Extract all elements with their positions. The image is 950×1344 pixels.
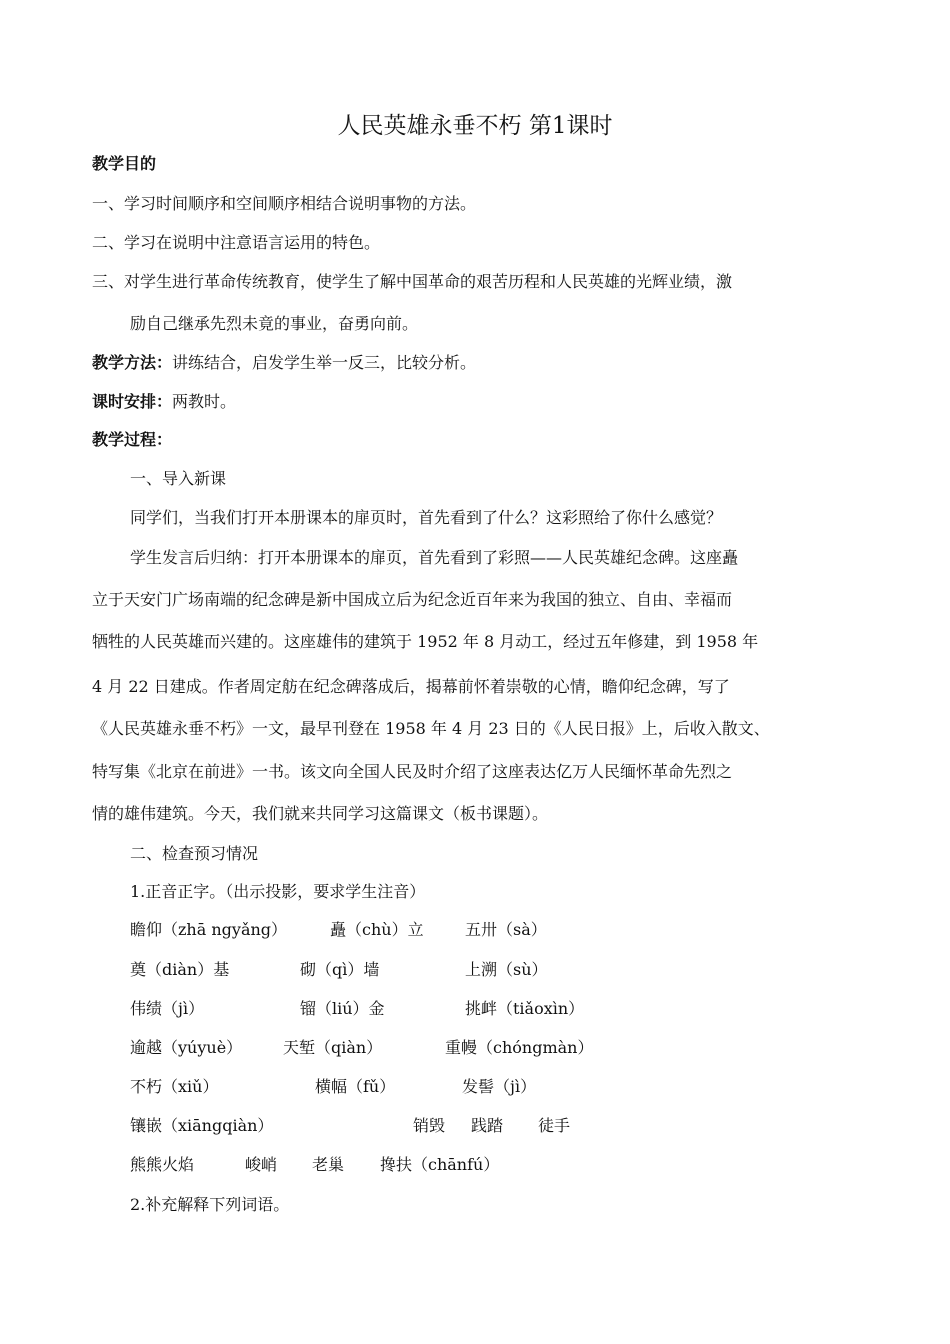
pinyin-word: 镏（liú）金 xyxy=(300,999,385,1018)
goals-heading: 教学目的 xyxy=(92,154,157,173)
pinyin-word: 峻峭 xyxy=(245,1155,278,1174)
summary-line: 情的雄伟建筑。今天，我们就来共同学习这篇课文（板书课题）。 xyxy=(92,804,549,823)
exercise-item: 2.补充解释下列词语。 xyxy=(130,1195,290,1214)
goal-item: 三、对学生进行革命传统教育，使学生了解中国革命的艰苦历程和人民英雄的光辉业绩，激 xyxy=(92,272,733,291)
schedule-label: 课时安排： xyxy=(92,392,173,411)
pinyin-word: 挑衅（tiǎoxìn） xyxy=(465,999,585,1018)
method-label: 教学方法： xyxy=(92,353,173,372)
pinyin-word: 奠（diàn）基 xyxy=(130,960,230,979)
process-heading: 教学过程： xyxy=(92,430,173,449)
summary-line: 立于天安门广场南端的纪念碑是新中国成立后为纪念近百年来为我国的独立、自由、幸福而 xyxy=(92,590,733,609)
method-line xyxy=(92,351,476,375)
pinyin-word: 熊熊火焰 xyxy=(130,1155,195,1174)
pinyin-word: 重幔（chóngmàn） xyxy=(445,1038,594,1057)
pinyin-word: 销毁 xyxy=(413,1116,446,1135)
section-heading: 一、导入新课 xyxy=(130,469,227,488)
summary-line: 《人民英雄永垂不朽》一文，最早刊登在 1958 年 4 月 23 日的《人民日报》上，后收入散文、 xyxy=(92,719,770,738)
summary-line: 牺牲的人民英雄而兴建的。这座雄伟的建筑于 1952 年 8 月动工，经过五年修建，到 1958 年 xyxy=(92,632,759,651)
pinyin-word: 横幅（fǔ） xyxy=(315,1077,396,1096)
pinyin-word: 矗（chù）立 xyxy=(330,920,424,939)
method-text: 讲练结合，启发学生举一反三，比较分析。 xyxy=(172,353,477,372)
pinyin-word: 镶嵌（xiāngqiàn） xyxy=(130,1116,274,1135)
summary-line: 特写集《北京在前进》一书。该文向全国人民及时介绍了这座表达亿万人民缅怀革命先烈之 xyxy=(92,762,733,781)
exercise-item: 1.正音正字。（出示投影，要求学生注音） xyxy=(130,882,426,901)
schedule-text: 两教时。 xyxy=(172,392,237,411)
pinyin-word: 砌（qì）墙 xyxy=(300,960,380,979)
pinyin-word: 上溯（sù） xyxy=(465,960,548,979)
goal-item: 一、学习时间顺序和空间顺序相结合说明事物的方法。 xyxy=(92,194,477,213)
pinyin-word: 伟绩（jì） xyxy=(130,999,205,1018)
document-title: 人民英雄永垂不朽 第1课时 xyxy=(337,113,613,139)
goal-item: 二、学习在说明中注意语言运用的特色。 xyxy=(92,233,381,252)
pinyin-word: 天堑（qiàn） xyxy=(283,1038,383,1057)
intro-question: 同学们，当我们打开本册课本的扉页时，首先看到了什么？这彩照给了你什么感觉？ xyxy=(130,508,723,527)
section-heading: 二、检查预习情况 xyxy=(130,844,259,863)
pinyin-word: 瞻仰（zhā ngyǎng） xyxy=(130,920,288,939)
pinyin-word: 发髻（jì） xyxy=(462,1077,537,1096)
pinyin-word: 搀扶（chānfú） xyxy=(380,1155,500,1174)
pinyin-word: 不朽（xiǔ） xyxy=(130,1077,219,1096)
summary-line: 4 月 22 日建成。作者周定舫在纪念碑落成后，揭幕前怀着崇敬的心情，瞻仰纪念碑，写了 xyxy=(92,677,730,696)
pinyin-word: 践踏 xyxy=(471,1116,504,1135)
pinyin-word: 五卅（sà） xyxy=(465,920,547,939)
pinyin-word: 老巢 xyxy=(312,1155,345,1174)
summary-line: 学生发言后归纳：打开本册课本的扉页，首先看到了彩照——人民英雄纪念碑。这座矗 xyxy=(130,548,739,567)
pinyin-word: 徒手 xyxy=(538,1116,571,1135)
schedule-line xyxy=(92,390,236,414)
pinyin-word: 逾越（yúyuè） xyxy=(130,1038,243,1057)
goal-item-continuation: 励自己继承先烈未竟的事业，奋勇向前。 xyxy=(130,314,419,333)
